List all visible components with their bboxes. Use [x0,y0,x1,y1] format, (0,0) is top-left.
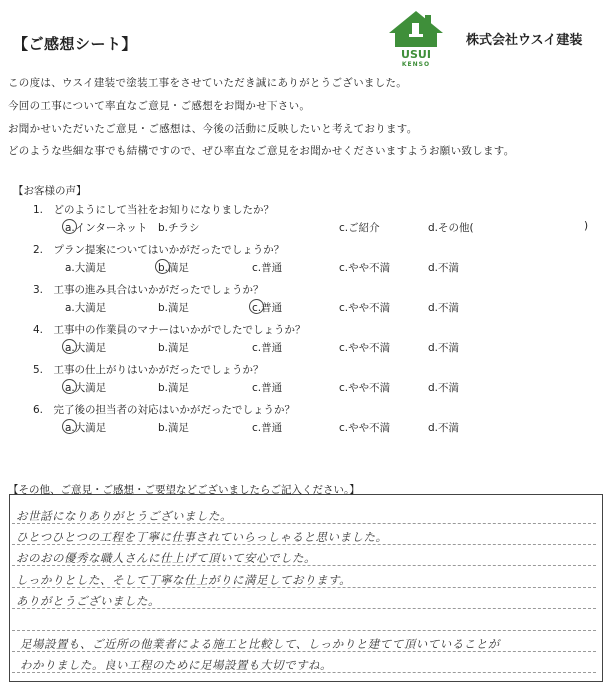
comment-text-line: ひとつひとつの工程を丁寧に仕事されていらっしゃると思いました。 [16,530,388,544]
selected-answer-circle [62,339,77,354]
intro-line: どのような些細な事でも結構ですので、ぜひ率直なご意見をお聞かせくださいますようお願い致します。 [8,145,515,157]
question-3-option: c.普通 [252,302,283,314]
question-1: 1. どのようにして当社をお知りになりましたか？ [33,204,275,216]
question-4-option: d.不満 [428,342,460,354]
question-4-option: c.やや不満 [339,342,391,354]
selected-answer-circle [62,219,77,234]
question-6: 6. 完了後の担当者の対応はいかがだったでしょうか？ [33,404,296,416]
intro-line: 今回の工事について率直なご意見・ご感想をお聞かせ下さい。 [8,100,311,112]
sheet-title: 【ご感想シート】 [13,35,138,53]
question-5-option: c.やや不満 [339,382,391,394]
intro-line: お聞かせいただいたご意見・ご感想は、今後の活動に反映したいと考えております。 [8,123,418,135]
question-6-option: a.大満足 [65,422,107,434]
house-logo-icon [385,9,447,67]
question-6-option: b.満足 [158,422,190,434]
question-6-option: d.不満 [428,422,460,434]
question-4-option: a.大満足 [65,342,107,354]
question-4: 4. 工事中の作業員のマナーはいかがでしたでしょうか？ [33,324,306,336]
question-5-option: c.普通 [252,382,283,394]
question-2-option: c.やや不満 [339,262,391,274]
question-4-option: c.普通 [252,342,283,354]
question-3-option: b.満足 [158,302,190,314]
question-6-option: c.やや不満 [339,422,391,434]
question-4-option: b.満足 [158,342,190,354]
question-1-option: b.チラシ [158,222,200,234]
comment-text-line: わかりました。良い工程のために足場設置も大切ですね。 [20,658,332,672]
question-5-option: d.不満 [428,382,460,394]
comment-text-line: お世話になりありがとうございました。 [16,509,232,523]
question-2-option: a.大満足 [65,262,107,274]
question-2-option: c.普通 [252,262,283,274]
company-name: 株式会社ウスイ建装 [466,33,583,48]
question-3-option: d.不満 [428,302,460,314]
selected-answer-circle [249,299,264,314]
comment-text-line: ありがとうございました。 [16,594,160,608]
logo-subtext: KENSO [401,61,431,67]
comments-section-label: 【その他、ご意見・ご感想・ご要望などございましたらご記入ください。】 [8,484,360,496]
question-1-option: c.ご紹介 [339,222,380,234]
intro-line: この度は、ウスイ建装で塗装工事をさせていただき誠にありがとうございました。 [8,77,408,89]
logo-text: USUI [401,48,431,61]
survey-section-label: 【お客様の声】 [13,185,87,197]
selected-answer-circle [62,379,77,394]
company-logo [385,9,447,67]
question-3: 3. 工事の進み具合はいかがだったでしょうか？ [33,284,264,296]
question-2: 2. プラン提案についてはいかがだったでしょうか？ [33,244,285,256]
comment-text-line: しっかりとした、そして丁寧な仕上がりに満足しております。 [16,573,352,587]
comment-text-line: 足場設置も、ご近所の他業者による施工と比較して、しっかりと建てて頂いていることが [20,637,500,651]
question-5-option: b.満足 [158,382,190,394]
question-1-option: a.インターネット [65,222,148,234]
selected-answer-circle [62,419,77,434]
comment-ruled-line [12,630,596,631]
question-2-option: b.満足 [158,262,190,274]
question-6-option: c.普通 [252,422,283,434]
question-5-option: a.大満足 [65,382,107,394]
comment-text-line: おのおの優秀な職人さんに仕上げて頂いて安心でした。 [16,551,316,565]
selected-answer-circle [155,259,170,274]
question-5: 5. 工事の仕上がりはいかがだったでしょうか？ [33,364,264,376]
question-1-option: ) [584,220,589,232]
question-3-option: a.大満足 [65,302,107,314]
question-1-option: d.その他( [428,222,474,234]
question-2-option: d.不満 [428,262,460,274]
question-3-option: c.やや不満 [339,302,391,314]
